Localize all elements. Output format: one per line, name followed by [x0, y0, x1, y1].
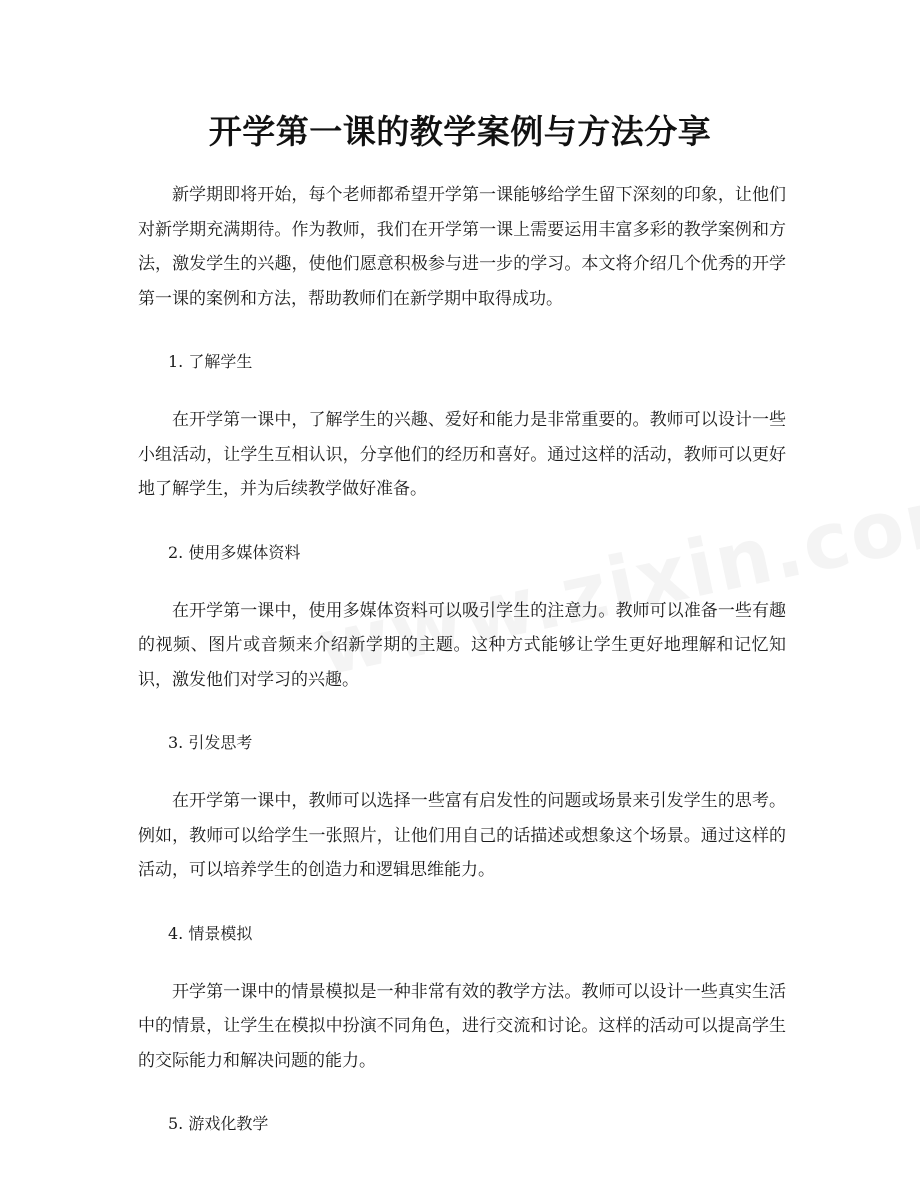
document-title: 开学第一课的教学案例与方法分享 [208, 112, 712, 151]
section-heading: 4. 情景模拟 [168, 923, 253, 943]
section-heading: 2. 使用多媒体资料 [168, 542, 301, 562]
section-paragraph: 开学第一课中的情景模拟是一种非常有效的教学方法。教师可以设计一些真实生活中的情景，让学生在模拟中扮演不同角色，进行交流和讨论。这样的活动可以提高学生的交际能力和解决问题的能力。 [138, 981, 786, 1071]
section-heading: 5. 游戏化教学 [168, 1114, 269, 1133]
section-paragraph: 在开学第一课中，教师可以选择一些富有启发性的问题或场景来引发学生的思考。例如，教师可以给学生一张照片，让他们用自己的话描述或想象这个场景。通过这样的活动，可以培养学生的创造力和逻辑思维能力。 [138, 791, 786, 880]
section-heading: 3. 引发思考 [168, 733, 253, 752]
section-heading: 1. 了解学生 [168, 352, 253, 371]
section-paragraph: 在开学第一课中，使用多媒体资料可以吸引学生的注意力。教师可以准备一些有趣的视频、图片或音频来介绍新学期的主题。这种方式能够让学生更好地理解和记忆知识，激发他们对学习的兴趣。 [138, 600, 786, 690]
section-paragraph: 在开学第一课中，了解学生的兴趣、爱好和能力是非常重要的。教师可以设计一些小组活动，让学生互相认识，分享他们的经历和喜好。通过这样的活动，教师可以更好地了解学生，并为后续教学做好准备。 [138, 410, 786, 499]
intro-paragraph: 新学期即将开始，每个老师都希望开学第一课能够给学生留下深刻的印象，让他们对新学期充满期待。作为教师，我们在开学第一课上需要运用丰富多彩的教学案例和方法，激发学生的兴趣，使他们愿意积极参与进一步的学习。本文将介绍几个优秀的开学第一课的案例和方法，帮助教师们在新学期中取得成功。 [138, 185, 786, 309]
document-body [138, 178, 786, 1141]
